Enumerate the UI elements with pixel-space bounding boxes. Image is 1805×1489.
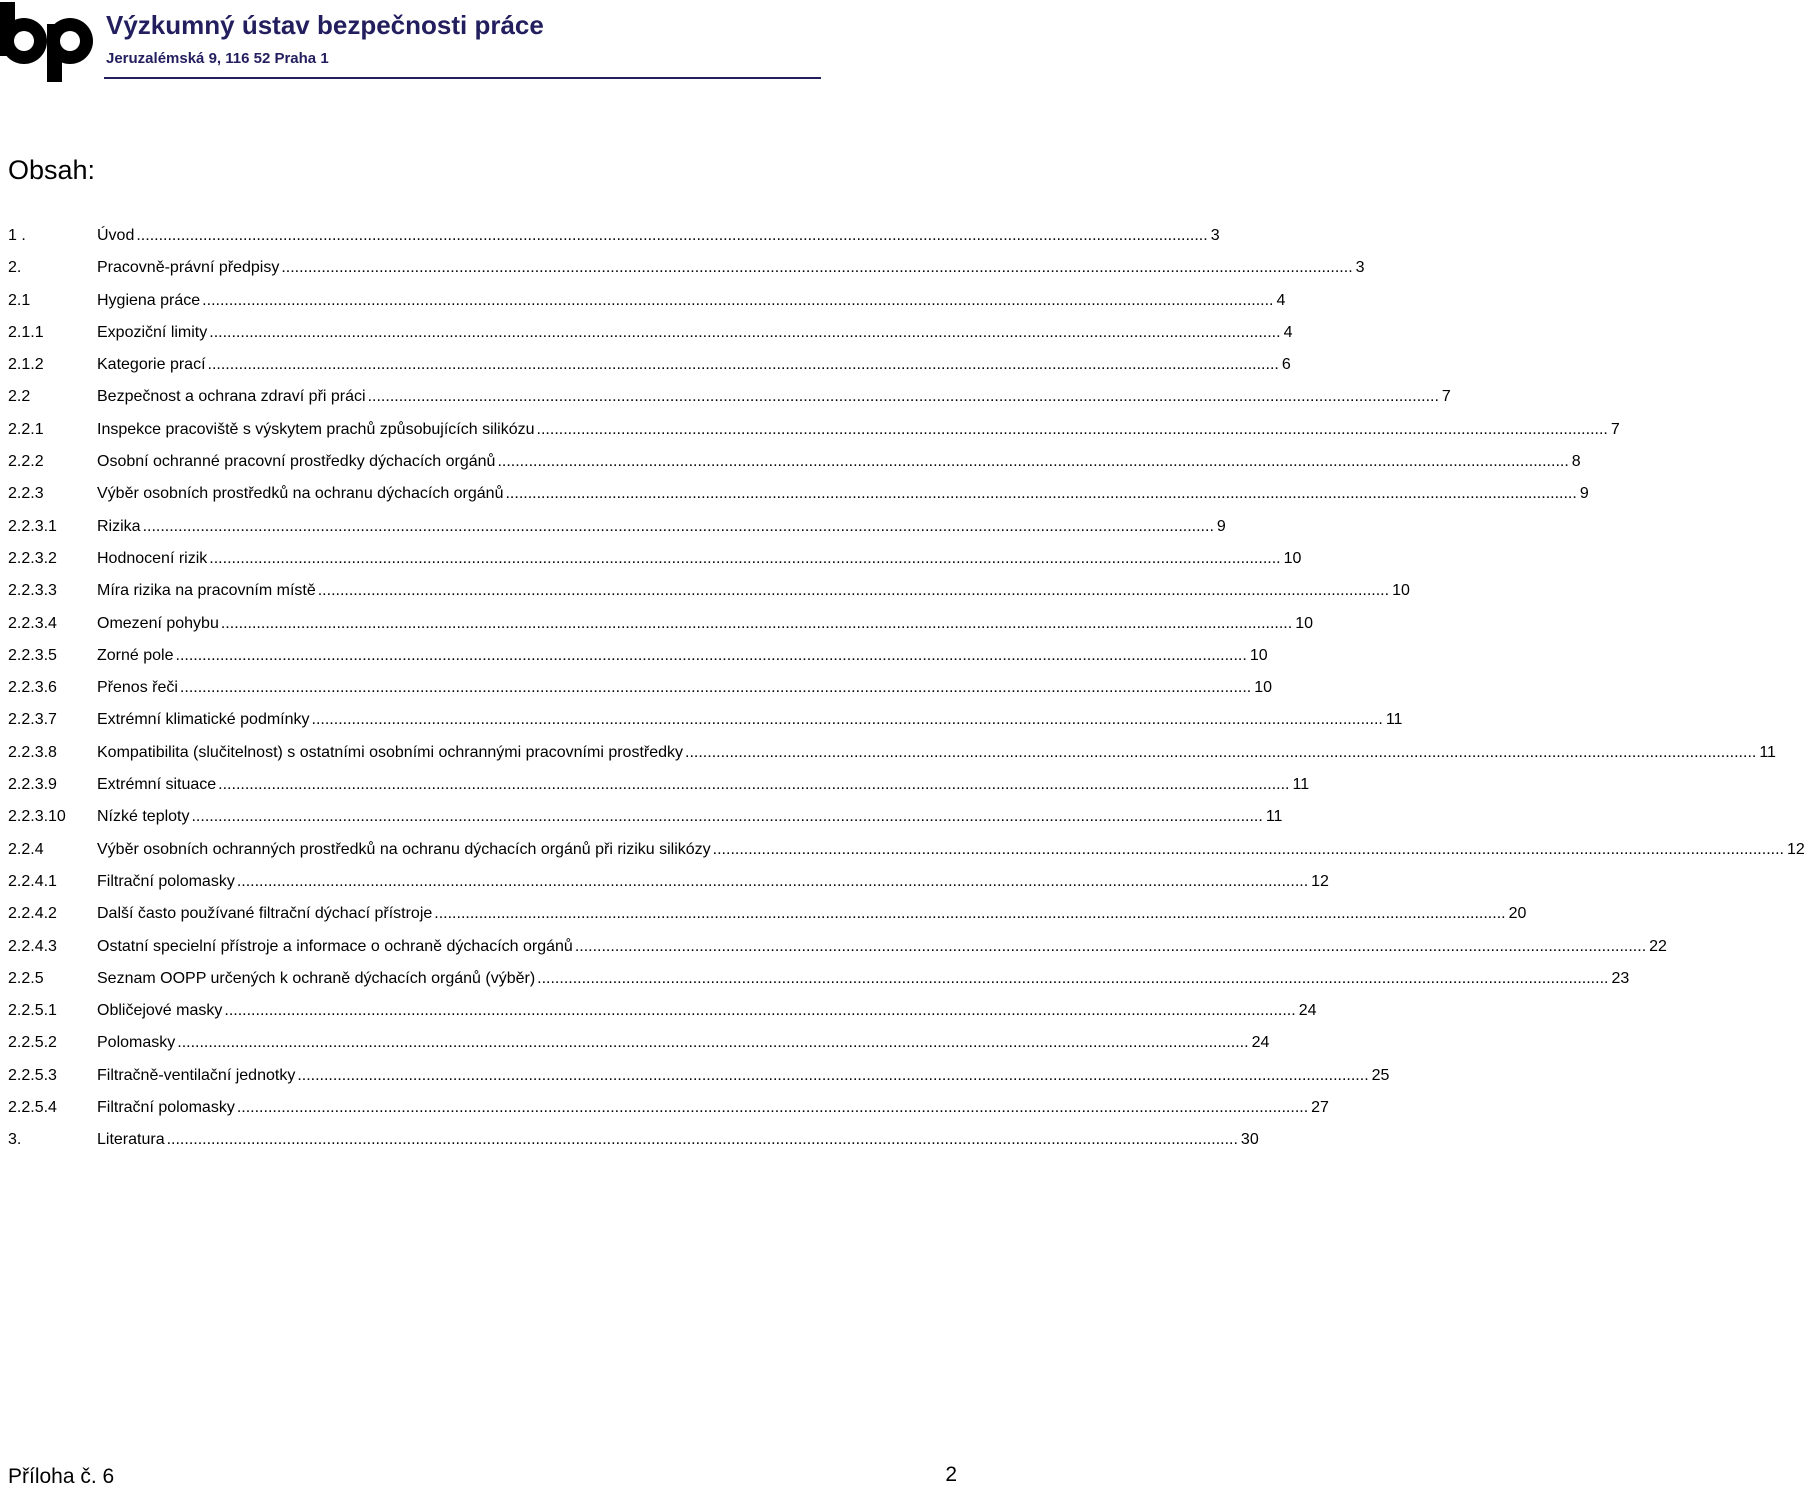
toc-entry[interactable] bbox=[8, 547, 1302, 579]
toc-entry-page: 22 bbox=[1649, 937, 1667, 955]
toc-entry[interactable] bbox=[8, 1064, 1390, 1096]
toc-entry-title[interactable]: Polomasky bbox=[97, 1034, 176, 1052]
toc-entry[interactable] bbox=[8, 450, 1581, 482]
toc-entry-page: 11 bbox=[1265, 808, 1283, 826]
toc-entry-number: 2.2.3.9 bbox=[8, 776, 57, 794]
toc-entry-title[interactable]: Bezpečnost a ochrana zdraví při práci bbox=[97, 388, 366, 406]
toc-entry-page: 10 bbox=[1249, 646, 1268, 664]
toc-entry[interactable] bbox=[8, 1096, 1329, 1128]
toc-entry[interactable] bbox=[8, 644, 1268, 676]
toc-dot-leader bbox=[537, 418, 1608, 442]
toc-dot-leader bbox=[368, 385, 1439, 409]
toc-entry-title[interactable]: Extrémní klimatické podmínky bbox=[97, 711, 310, 729]
toc-entry-page: 27 bbox=[1311, 1099, 1329, 1117]
toc-entry-title[interactable]: Výběr osobních prostředků na ochranu dýchacích orgánů bbox=[97, 485, 504, 503]
page-number: 2 bbox=[945, 1463, 957, 1486]
toc-entry[interactable] bbox=[8, 224, 1220, 256]
toc-dot-leader bbox=[136, 224, 1207, 248]
toc-entry-page: 24 bbox=[1251, 1034, 1270, 1052]
toc-entry-number: 2.2.5.3 bbox=[8, 1066, 57, 1084]
toc-entry[interactable] bbox=[8, 999, 1317, 1031]
toc-entry[interactable] bbox=[8, 612, 1313, 644]
toc-dot-leader bbox=[434, 902, 1505, 926]
toc-entry[interactable] bbox=[8, 385, 1451, 417]
toc-entry-title[interactable]: Ostatní specielní přístroje a informace o ochraně dýchacích orgánů bbox=[97, 937, 573, 955]
toc-entry-page: 4 bbox=[1283, 323, 1293, 341]
toc-entry-page: 3 bbox=[1210, 227, 1220, 244]
toc-entry[interactable] bbox=[8, 708, 1403, 740]
toc-dot-leader bbox=[180, 676, 1251, 700]
toc-dot-leader bbox=[505, 482, 1576, 506]
toc-entry-page: 11 bbox=[1292, 776, 1310, 794]
toc-entry-page: 12 bbox=[1786, 840, 1805, 858]
toc-entry-title[interactable]: Kategorie prací bbox=[97, 356, 206, 374]
toc-entry-number: 2.2.3.3 bbox=[8, 582, 57, 600]
toc-entry[interactable] bbox=[8, 870, 1329, 902]
toc-entry[interactable] bbox=[8, 321, 1293, 353]
toc-entry-title[interactable]: Hygiena práce bbox=[97, 291, 201, 309]
toc-entry[interactable] bbox=[8, 805, 1283, 837]
toc-entry-title[interactable]: Omezení pohybu bbox=[97, 614, 219, 632]
toc-entry-number: 2.1.1 bbox=[8, 323, 44, 341]
toc-entry-number: 2.2.3.2 bbox=[8, 549, 57, 567]
toc-entry-number: 2.2.5.1 bbox=[8, 1002, 57, 1020]
toc-entry-number: 1 . bbox=[8, 227, 26, 244]
toc-entry-number: 2. bbox=[8, 259, 22, 277]
toc-entry-number: 2.2.4 bbox=[8, 840, 44, 858]
toc-entry-page: 24 bbox=[1298, 1002, 1317, 1020]
toc-dot-leader bbox=[191, 805, 1262, 829]
toc-entry-number: 2.2.2 bbox=[8, 453, 44, 471]
toc-dot-leader bbox=[209, 321, 1280, 345]
toc-dot-leader bbox=[281, 256, 1352, 280]
toc-dot-leader bbox=[208, 353, 1279, 377]
toc-entry[interactable] bbox=[8, 482, 1589, 514]
toc-entry[interactable] bbox=[8, 967, 1630, 999]
toc-entry-title[interactable]: Rizika bbox=[97, 517, 141, 535]
toc-entry-number: 2.2 bbox=[8, 388, 31, 406]
toc-entry[interactable] bbox=[8, 353, 1291, 385]
toc-entry-number: 2.2.1 bbox=[8, 420, 44, 438]
toc-entry[interactable] bbox=[8, 935, 1667, 967]
toc-entry-page: 30 bbox=[1240, 1131, 1259, 1149]
toc-entry-page: 10 bbox=[1295, 614, 1313, 632]
toc-entry-title[interactable]: Další často používané filtrační dýchací přístroje bbox=[97, 905, 433, 923]
organization-address: Jeruzalémská 9, 116 52 Praha 1 bbox=[106, 50, 329, 67]
toc-entry-page: 10 bbox=[1392, 582, 1410, 600]
toc-entry-title[interactable]: Obličejové masky bbox=[97, 1002, 223, 1020]
toc-dot-leader bbox=[685, 741, 1756, 765]
toc-entry-page: 23 bbox=[1611, 969, 1630, 987]
toc-entry[interactable] bbox=[8, 773, 1310, 805]
toc-entry-number: 2.2.5 bbox=[8, 969, 44, 987]
toc-entry-number: 2.2.3 bbox=[8, 485, 44, 503]
toc-entry-title[interactable]: Zorné pole bbox=[97, 646, 174, 664]
toc-entry-page: 6 bbox=[1281, 356, 1291, 374]
toc-entry-number: 2.2.3.5 bbox=[8, 646, 57, 664]
toc-entry-page: 8 bbox=[1571, 453, 1581, 471]
toc-entry-number: 2.2.3.10 bbox=[8, 808, 66, 826]
toc-dot-leader bbox=[202, 289, 1273, 313]
toc-entry-title[interactable]: Filtrační polomasky bbox=[97, 1099, 235, 1117]
toc-entry-title[interactable]: Kompatibilita (slučitelnost) s ostatními osobními ochrannými pracovními prostředky bbox=[97, 743, 684, 761]
toc-entry-number: 2.2.5.2 bbox=[8, 1034, 57, 1052]
toc-entry-number: 2.2.3.8 bbox=[8, 743, 57, 761]
toc-entry-number: 2.2.5.4 bbox=[8, 1099, 57, 1117]
table-of-contents bbox=[8, 224, 1805, 1161]
toc-entry-title[interactable]: Pracovně-právní předpisy bbox=[97, 259, 280, 277]
toc-entry[interactable] bbox=[8, 676, 1273, 708]
toc-entry-page: 11 bbox=[1759, 743, 1776, 761]
toc-entry-title[interactable]: Nízké teploty bbox=[97, 808, 190, 826]
toc-entry-title[interactable]: Úvod bbox=[97, 227, 135, 244]
toc-entry-page: 10 bbox=[1283, 549, 1302, 567]
toc-dot-leader bbox=[237, 1096, 1308, 1120]
toc-dot-leader bbox=[221, 612, 1292, 636]
toc-entry-title[interactable]: Míra rizika na pracovním místě bbox=[97, 582, 316, 600]
toc-entry-number: 2.2.4.1 bbox=[8, 872, 57, 890]
toc-dot-leader bbox=[167, 1128, 1238, 1152]
toc-entry-page: 20 bbox=[1508, 905, 1527, 923]
toc-entry-number: 2.2.3.7 bbox=[8, 711, 57, 729]
header-divider bbox=[104, 77, 821, 79]
organization-name: Výzkumný ústav bezpečnosti práce bbox=[106, 10, 544, 40]
toc-entry-number: 2.2.3.1 bbox=[8, 517, 57, 535]
toc-dot-leader bbox=[312, 708, 1383, 732]
toc-dot-leader bbox=[224, 999, 1295, 1023]
toc-entry-page: 7 bbox=[1441, 388, 1451, 406]
toc-entry-page: 4 bbox=[1276, 291, 1286, 309]
toc-entry-page: 25 bbox=[1371, 1066, 1390, 1084]
toc-dot-leader bbox=[497, 450, 1568, 474]
toc-dot-leader bbox=[297, 1064, 1368, 1088]
toc-entry-number: 2.2.3.4 bbox=[8, 614, 57, 632]
toc-entry-number: 2.1 bbox=[8, 291, 31, 309]
toc-entry-title[interactable]: Literatura bbox=[97, 1131, 165, 1149]
toc-dot-leader bbox=[575, 935, 1646, 959]
toc-entry-title[interactable]: Osobní ochranné pracovní prostředky dýchacích orgánů bbox=[97, 453, 496, 471]
toc-entry-title[interactable]: Výběr osobních ochranných prostředků na ochranu dýchacích orgánů při riziku silikózy bbox=[97, 840, 711, 858]
toc-dot-leader bbox=[237, 870, 1308, 894]
toc-entry-title[interactable]: Filtračně-ventilační jednotky bbox=[97, 1066, 296, 1084]
toc-dot-leader bbox=[143, 515, 1214, 539]
toc-entry-page: 3 bbox=[1355, 259, 1365, 277]
toc-dot-leader bbox=[537, 967, 1608, 991]
toc-dot-leader bbox=[318, 579, 1389, 603]
toc-entry-title[interactable]: Expoziční limity bbox=[97, 323, 208, 341]
toc-dot-leader bbox=[176, 644, 1247, 668]
toc-entry-number: 2.1.2 bbox=[8, 356, 44, 374]
toc-entry[interactable] bbox=[8, 838, 1805, 870]
toc-entry-page: 7 bbox=[1610, 420, 1620, 438]
toc-entry-title[interactable]: Filtrační polomasky bbox=[97, 872, 235, 890]
toc-heading: Obsah: bbox=[8, 155, 96, 185]
toc-entry[interactable] bbox=[8, 515, 1226, 547]
toc-entry-title[interactable]: Seznam OOPP určených k ochraně dýchacích orgánů (výběr) bbox=[97, 969, 536, 987]
toc-entry-title[interactable]: Extrémní situace bbox=[97, 776, 217, 794]
toc-entry-number: 2.2.3.6 bbox=[8, 679, 57, 697]
footer-attachment-label: Příloha č. 6 bbox=[8, 1465, 115, 1488]
toc-dot-leader bbox=[177, 1031, 1248, 1055]
toc-entry[interactable] bbox=[8, 256, 1365, 288]
toc-entry[interactable] bbox=[8, 741, 1776, 773]
toc-entry[interactable] bbox=[8, 1031, 1270, 1063]
toc-entry-page: 9 bbox=[1216, 517, 1226, 535]
toc-entry[interactable] bbox=[8, 418, 1620, 450]
toc-dot-leader bbox=[218, 773, 1289, 797]
toc-entry-number: 3. bbox=[8, 1131, 22, 1149]
toc-entry-page: 12 bbox=[1311, 872, 1329, 890]
vubp-logo-icon bbox=[0, 2, 96, 82]
toc-dot-leader bbox=[209, 547, 1280, 571]
toc-entry-page: 10 bbox=[1254, 679, 1273, 697]
toc-entry-title[interactable]: Inspekce pracoviště s výskytem prachů způsobujících silikózu bbox=[97, 420, 535, 438]
toc-entry-title[interactable]: Hodnocení rizik bbox=[97, 549, 208, 567]
toc-entry[interactable] bbox=[8, 902, 1527, 934]
toc-entry[interactable] bbox=[8, 1128, 1259, 1160]
toc-entry[interactable] bbox=[8, 289, 1286, 321]
toc-entry[interactable] bbox=[8, 579, 1410, 611]
toc-entry-page: 11 bbox=[1385, 711, 1403, 729]
toc-entry-number: 2.2.4.3 bbox=[8, 937, 57, 955]
toc-entry-number: 2.2.4.2 bbox=[8, 905, 57, 923]
toc-entry-page: 9 bbox=[1579, 485, 1589, 503]
toc-dot-leader bbox=[713, 838, 1784, 862]
toc-entry-title[interactable]: Přenos řeči bbox=[97, 679, 178, 697]
